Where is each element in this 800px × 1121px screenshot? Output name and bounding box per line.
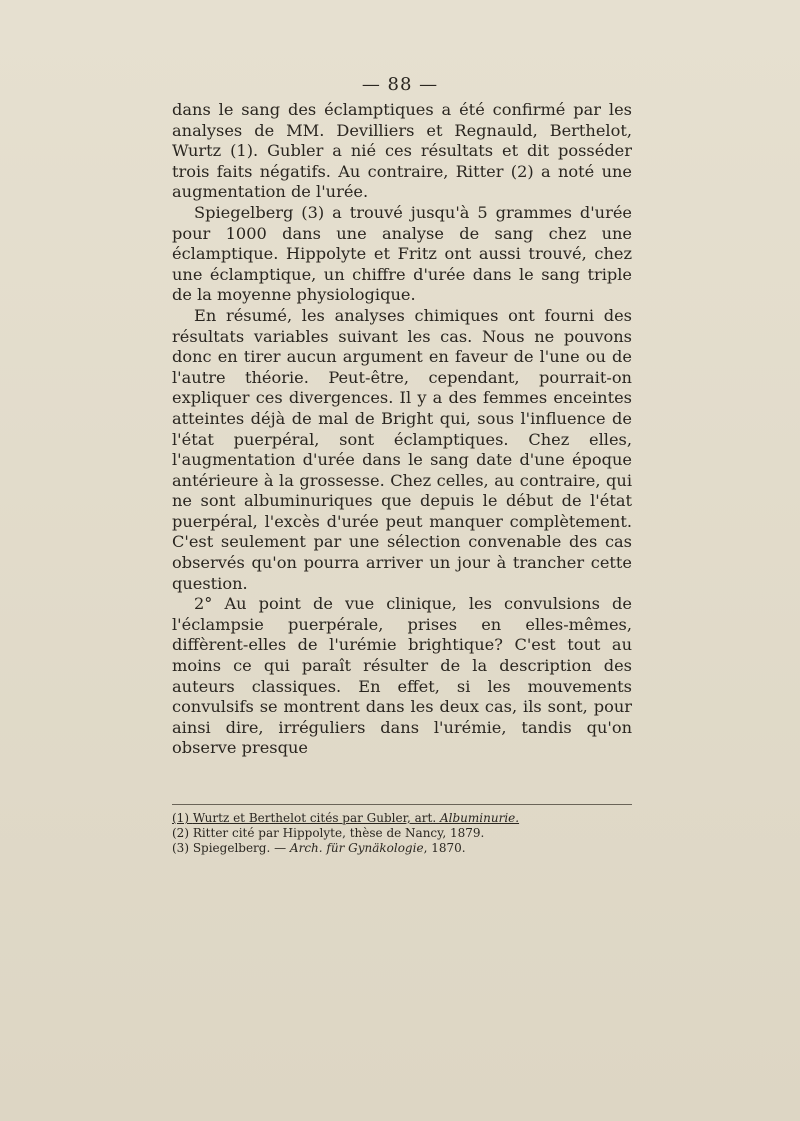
paragraph-spiegelberg: Spiegelberg (3) a trouvé jusqu'à 5 grammes d'urée pour 1000 dans une analyse de sang chez une éclamptique. Hippolyte et Fritz ont aussi trouvé, chez une éclamptique, un chiffre d'urée dans le sang triple de la moyenne physiologique. (172, 202, 632, 305)
footnotes (172, 811, 632, 856)
footnote-2: (2) Ritter cité par Hippolyte, thèse de Nancy, 1879. (172, 826, 485, 840)
paragraph-summary: En résumé, les analyses chimiques ont fourni des résultats variables suivant les cas. Nous ne pouvons donc en tirer aucun argument en faveur de l'une ou de l'autre théorie. Peut-être, cependant, pourrait-on expliquer ces divergences. Il y a des femmes enceintes atteintes déjà de mal de Bright qui, sous l'influence de l'état puerpéral, sont éclamptiques. Chez elles, l'augmentation d'urée dans le sang date d'une époque antérieure à la grossesse. Chez celles, au contraire, qui ne sont albuminuriques que depuis le début de l'état puerpéral, l'excès d'urée peut manquer complètement. C'est seulement par une sélection convenable des cas observés qu'on pourra arriver un jour à trancher cette question. (172, 305, 632, 593)
page-number: — 88 — (361, 74, 439, 95)
footnote-3-italic: Arch. für Gynäkologie (289, 841, 424, 855)
paragraph-clinical: 2° Au point de vue clinique, les convulsions de l'éclampsie puerpérale, prises en elles-mêmes, diffèrent-elles de l'urémie brightique? C'est tout au moins ce qui paraît résulter de la description des auteurs classiques. En effet, si les mouvements convulsifs se montrent dans les deux cas, ils sont, pour ainsi dire, irréguliers dans l'urémie, tandis qu'on observe presque (172, 594, 632, 758)
body-text (172, 100, 632, 759)
footnote-3 (172, 841, 632, 856)
footnote-1-italic: Albuminurie. (440, 811, 520, 825)
footnote-1-prefix: (1) (172, 811, 193, 825)
footnote-3-text: (3) Spiegelberg. — (172, 841, 290, 855)
footnote-3-suffix: , 1870. (423, 841, 466, 855)
footnote-rule (172, 804, 632, 805)
footnote-1 (172, 811, 632, 826)
footnote-1-text: Wurtz et Berthelot cités par Gubler, art. (192, 811, 440, 825)
paragraph-urea-analyses: dans le sang des éclamptiques a été confirmé par les analyses de MM. Devilliers et Regnauld, Berthelot, Wurtz (1). Gubler a nié ces résultats et dit posséder trois faits négatifs. Au contraire, Ritter (2) a noté une augmentation de l'urée. (172, 100, 632, 202)
